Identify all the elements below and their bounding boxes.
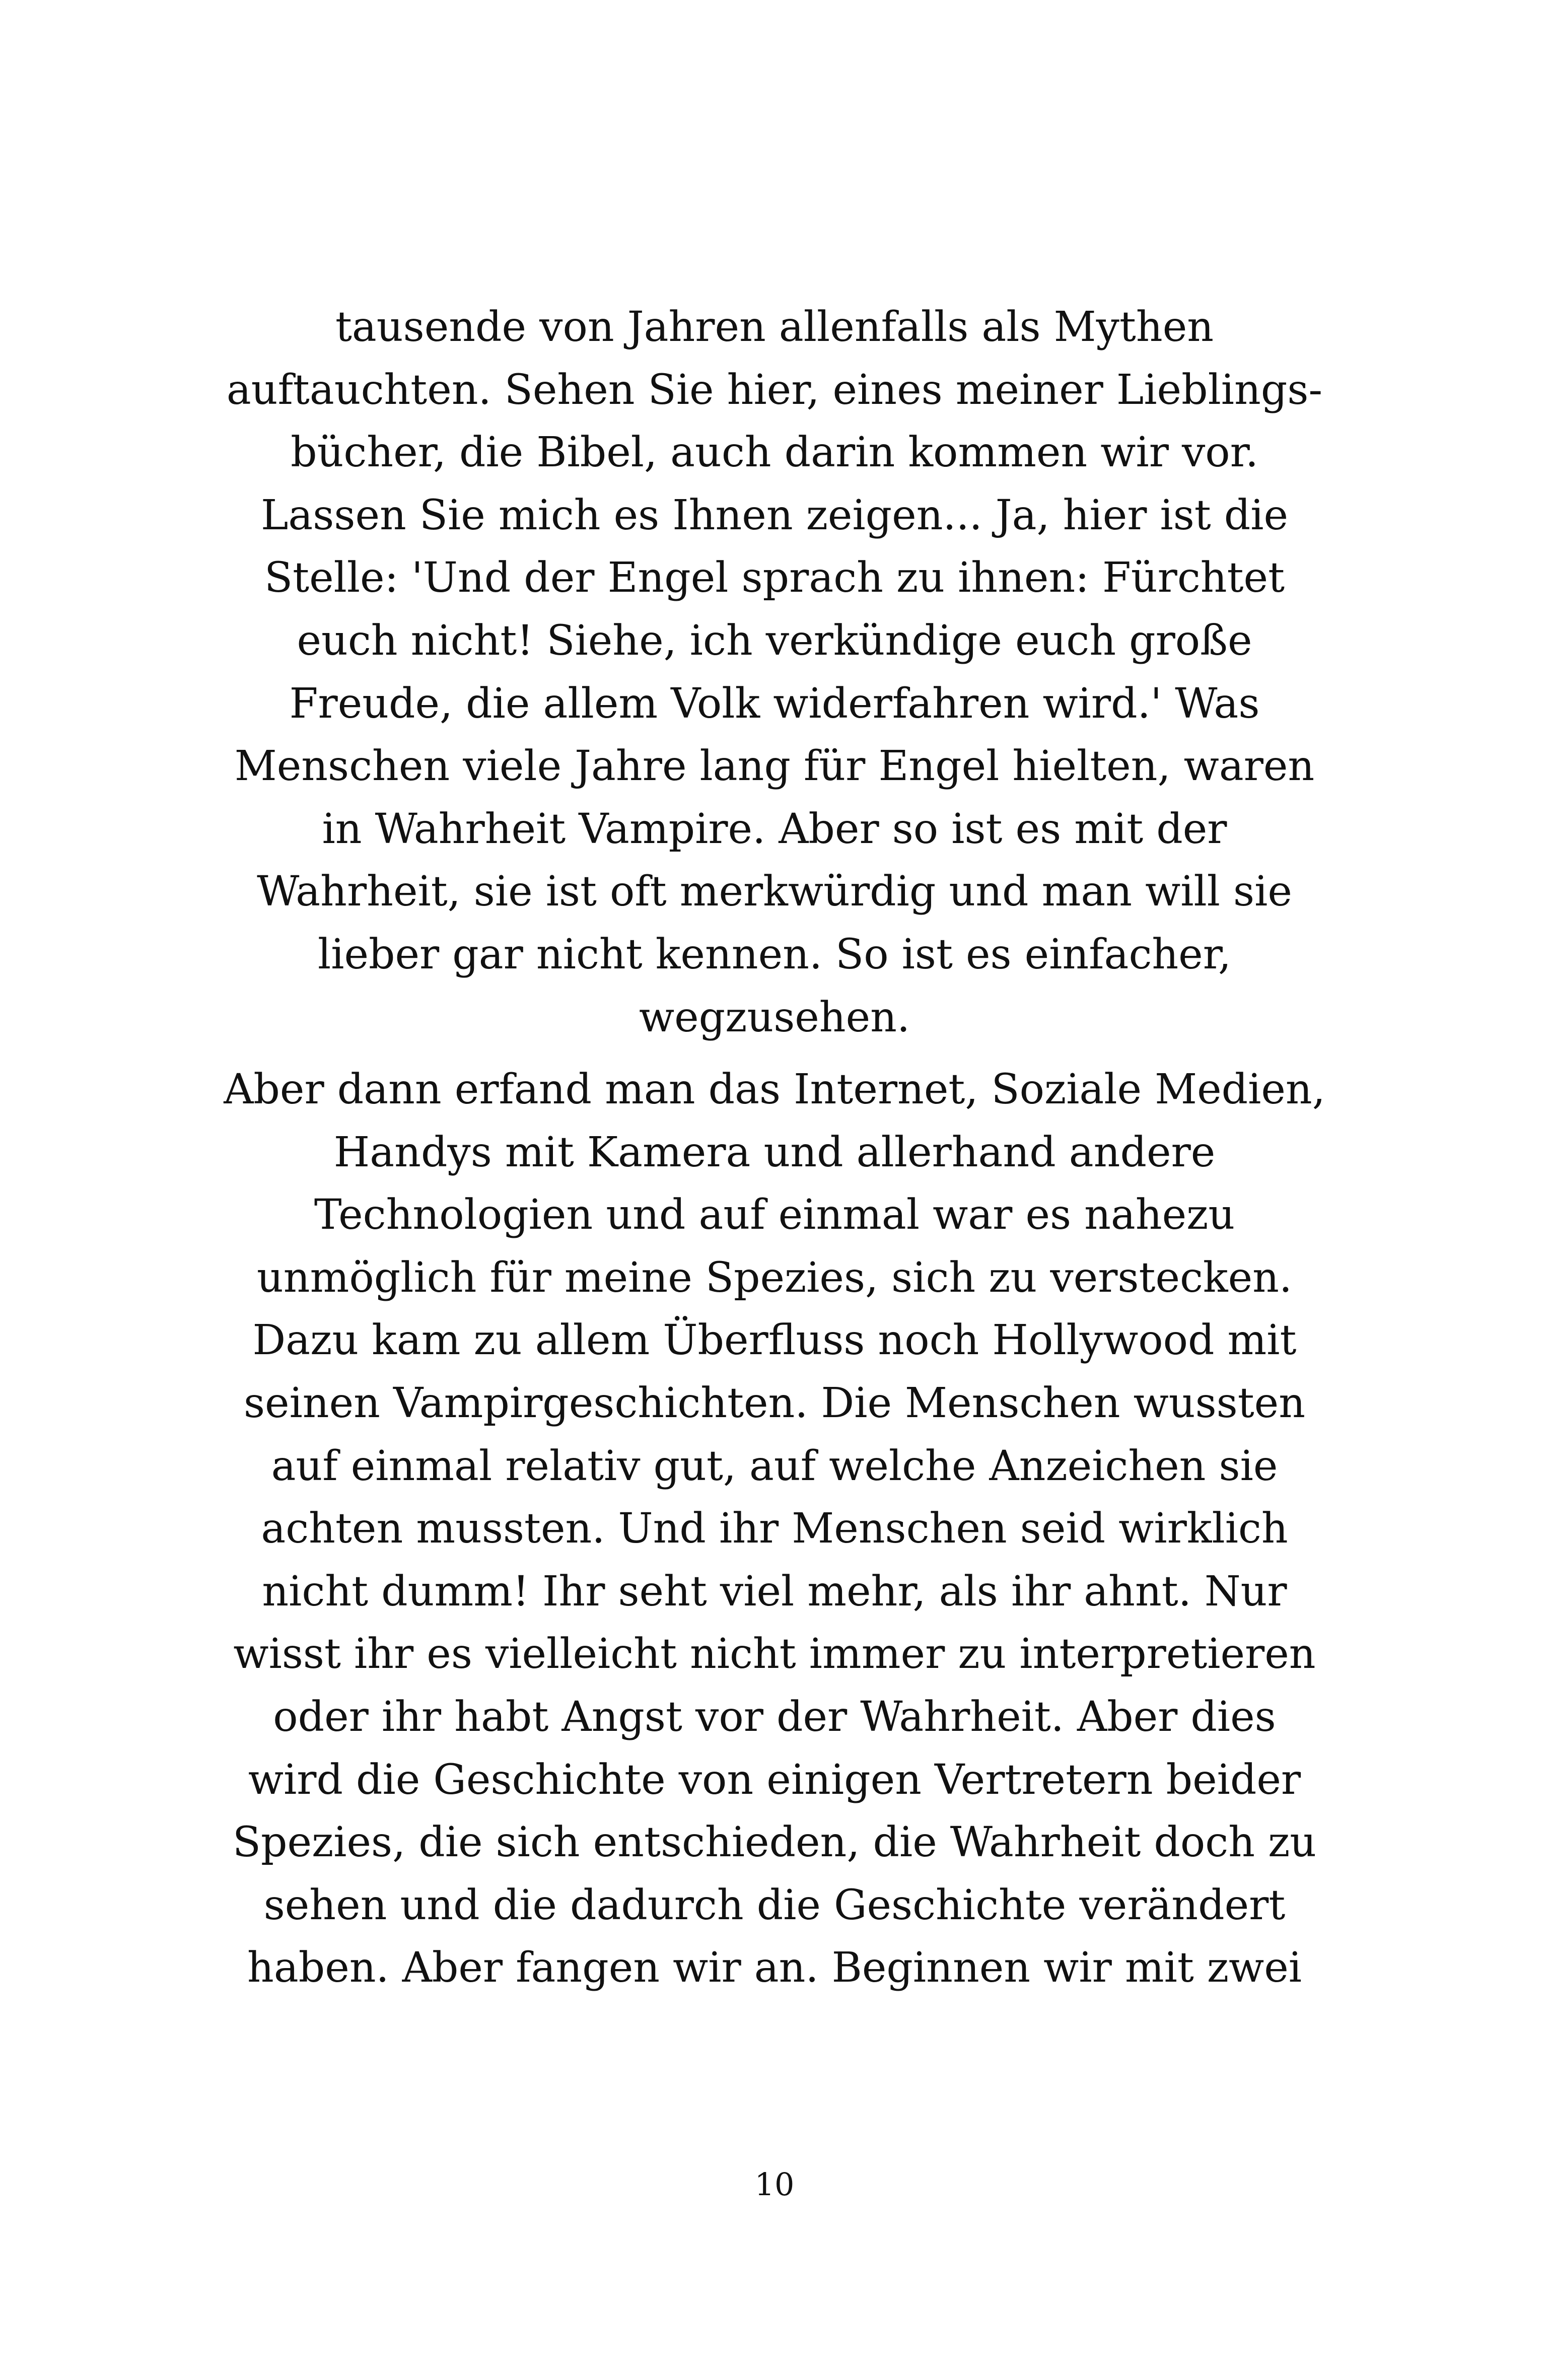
- text-line: Freude, die allem Volk widerfahren wird.' Was: [289, 679, 1260, 728]
- text-line: auf einmal relativ gut, auf welche Anzeichen sie: [271, 1442, 1278, 1490]
- text-line: wisst ihr es vielleicht nicht immer zu interpretieren: [233, 1630, 1316, 1678]
- text-line: bücher, die Bibel, auch darin kommen wir vor.: [291, 429, 1258, 477]
- paragraph-2: [0, 1059, 1549, 2000]
- text-line: lieber gar nicht kennen. So ist es einfacher,: [318, 930, 1231, 978]
- text-line: in Wahrheit Vampire. Aber so ist es mit der: [322, 805, 1227, 853]
- text-line: euch nicht! Siehe, ich verkündige euch große: [297, 616, 1252, 665]
- text-line: achten mussten. Und ihr Menschen seid wirklich: [261, 1505, 1288, 1553]
- text-line: Lassen Sie mich es Ihnen zeigen... Ja, hier ist die: [260, 491, 1289, 539]
- text-line: nicht dumm! Ihr seht viel mehr, als ihr ahnt. Nur: [262, 1567, 1287, 1616]
- text-line: Dazu kam zu allem Überfluss noch Hollywood mit: [252, 1316, 1297, 1365]
- text-line: haben. Aber fangen wir an. Beginnen wir mit zwei: [247, 1944, 1302, 1992]
- paragraph-1: [0, 296, 1549, 1049]
- text-line: Stelle: 'Und der Engel sprach zu ihnen: Fürchtet: [264, 554, 1285, 602]
- text-line: oder ihr habt Angst vor der Wahrheit. Aber dies: [273, 1693, 1276, 1741]
- text-line: auftauchten. Sehen Sie hier, eines meiner Lieblings-: [226, 366, 1323, 414]
- text-line: seinen Vampirgeschichten. Die Menschen wussten: [243, 1379, 1306, 1427]
- text-line: wegzusehen.: [639, 993, 910, 1041]
- text-line: Technologien und auf einmal war es nahezu: [314, 1191, 1235, 1239]
- text-line: Handys mit Kamera und allerhand andere: [333, 1128, 1216, 1176]
- page-number: 10: [754, 2166, 795, 2203]
- text-line: wird die Geschichte von einigen Vertretern beider: [248, 1756, 1301, 1804]
- text-line: sehen und die dadurch die Geschichte verändert: [263, 1881, 1286, 1929]
- text-line: Spezies, die sich entschieden, die Wahrheit doch zu: [232, 1818, 1317, 1867]
- text-line: unmöglich für meine Spezies, sich zu verstecken.: [256, 1253, 1292, 1302]
- text-line: tausende von Jahren allenfalls als Mythen: [335, 303, 1214, 351]
- text-line: Aber dann erfand man das Internet, Soziale Medien,: [224, 1066, 1325, 1113]
- text-line: Wahrheit, sie ist oft merkwürdig und man will sie: [257, 868, 1292, 916]
- text-line: Menschen viele Jahre lang für Engel hielten, waren: [234, 742, 1315, 791]
